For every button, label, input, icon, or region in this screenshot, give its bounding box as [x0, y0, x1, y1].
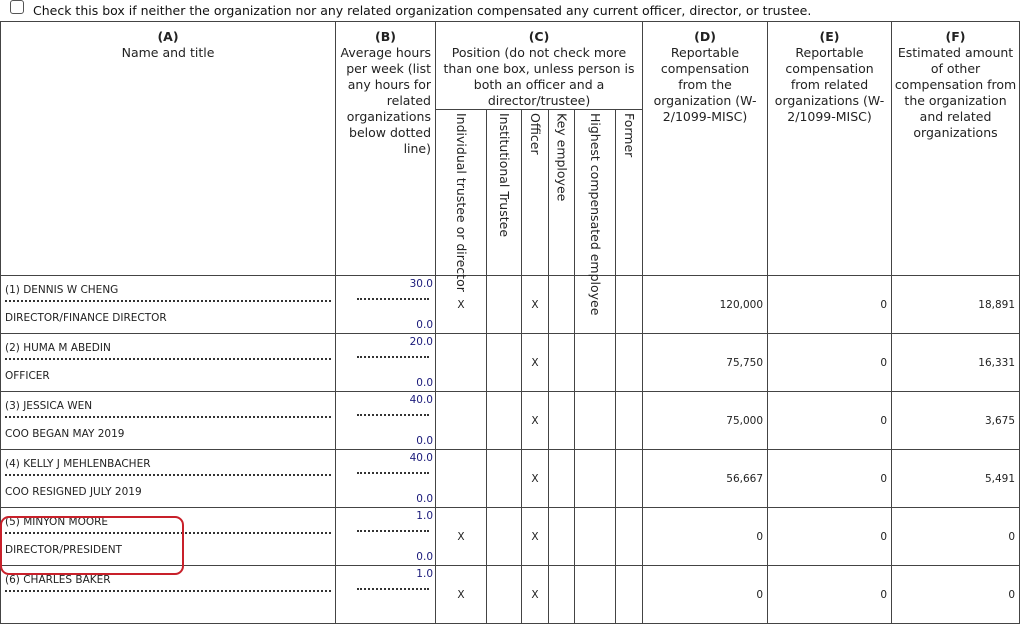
header-f: (F) Estimated amount of other compensation from the organization and related organizations — [892, 22, 1020, 276]
position-mark — [575, 276, 616, 334]
comp-other-value: 5,491 — [892, 450, 1020, 508]
position-mark — [616, 508, 643, 566]
position-mark — [487, 450, 522, 508]
comp-related-value: 0 — [768, 450, 892, 508]
comp-org-value: 0 — [643, 508, 768, 566]
person-title: OFFICER — [5, 370, 50, 382]
hours-value: 1.0 — [416, 510, 433, 522]
hours-value: 1.0 — [416, 568, 433, 580]
position-mark: X — [522, 334, 549, 392]
hours-cell — [336, 508, 436, 566]
person-name: (6) CHARLES BAKER — [5, 574, 111, 586]
position-mark — [616, 450, 643, 508]
comp-related-value: 0 — [768, 508, 892, 566]
comp-org-value: 75,750 — [643, 334, 768, 392]
position-mark: X — [522, 508, 549, 566]
position-mark — [616, 392, 643, 450]
person-name: (5) MINYON MOORE — [5, 516, 109, 528]
person-title: COO RESIGNED JULY 2019 — [5, 486, 142, 498]
hours-value: 20.0 — [409, 336, 433, 348]
dotted-line — [5, 358, 331, 360]
pos-highest-compensated: Highest compensated employee — [575, 110, 616, 276]
dotted-line — [5, 590, 331, 592]
position-mark — [616, 334, 643, 392]
person-name: (2) HUMA M ABEDIN — [5, 342, 111, 354]
position-mark — [487, 392, 522, 450]
position-mark: X — [436, 508, 487, 566]
header-b: (B) Average hours per week (list any hours for related organizations below dotted line) — [336, 22, 436, 276]
comp-other-value: 16,331 — [892, 334, 1020, 392]
comp-org-value: 56,667 — [643, 450, 768, 508]
header-row — [1, 22, 1020, 110]
pos-former: Former — [616, 110, 643, 276]
comp-related-value: 0 — [768, 276, 892, 334]
position-mark — [549, 276, 575, 334]
position-mark — [549, 508, 575, 566]
comp-org-value: 0 — [643, 566, 768, 624]
comp-related-value: 0 — [768, 566, 892, 624]
position-mark — [549, 392, 575, 450]
no-compensation-line — [0, 0, 1024, 22]
dotted-line — [357, 472, 429, 474]
position-mark — [549, 450, 575, 508]
comp-other-value: 18,891 — [892, 276, 1020, 334]
dotted-line — [357, 530, 429, 532]
position-mark — [575, 334, 616, 392]
table-row — [1, 334, 1020, 392]
hours-value: 40.0 — [409, 452, 433, 464]
position-mark — [575, 392, 616, 450]
pos-individual-trustee: Individual trustee or director — [436, 110, 487, 276]
dotted-line — [357, 356, 429, 358]
name-cell — [1, 450, 336, 508]
position-mark — [487, 566, 522, 624]
table-row — [1, 450, 1020, 508]
hours-related-value: 0.0 — [416, 493, 433, 505]
comp-related-value: 0 — [768, 334, 892, 392]
header-a: (A) Name and title — [1, 22, 336, 276]
position-mark — [575, 450, 616, 508]
person-title: DIRECTOR/FINANCE DIRECTOR — [5, 312, 167, 324]
position-mark — [487, 276, 522, 334]
dotted-line — [357, 588, 429, 590]
dotted-line — [357, 298, 429, 300]
position-mark: X — [522, 392, 549, 450]
position-mark — [436, 392, 487, 450]
position-mark — [575, 566, 616, 624]
comp-org-value: 75,000 — [643, 392, 768, 450]
hours-cell — [336, 566, 436, 624]
hours-value: 30.0 — [409, 278, 433, 290]
hours-cell — [336, 392, 436, 450]
name-cell — [1, 392, 336, 450]
hours-related-value: 0.0 — [416, 319, 433, 331]
position-mark — [436, 334, 487, 392]
hours-cell — [336, 450, 436, 508]
position-mark — [487, 508, 522, 566]
highlight-box — [0, 516, 184, 575]
person-name: (1) DENNIS W CHENG — [5, 284, 119, 296]
comp-other-value: 0 — [892, 508, 1020, 566]
dotted-line — [5, 300, 331, 302]
comp-related-value: 0 — [768, 392, 892, 450]
person-name: (3) JESSICA WEN — [5, 400, 93, 412]
position-mark: X — [522, 450, 549, 508]
position-mark — [487, 334, 522, 392]
position-mark — [575, 508, 616, 566]
header-d: (D) Reportable compensation from the organization (W-2/1099-MISC) — [643, 22, 768, 276]
position-mark: X — [522, 566, 549, 624]
position-mark — [549, 566, 575, 624]
position-mark: X — [436, 276, 487, 334]
comp-other-value: 3,675 — [892, 392, 1020, 450]
position-mark — [616, 566, 643, 624]
hours-related-value: 0.0 — [416, 435, 433, 447]
hours-cell — [336, 334, 436, 392]
hours-related-value: 0.0 — [416, 551, 433, 563]
header-c: (C) Position (do not check more than one box, unless person is both an officer and a director/trustee) — [436, 22, 643, 110]
comp-other-value: 0 — [892, 566, 1020, 624]
position-mark — [549, 334, 575, 392]
comp-org-value: 120,000 — [643, 276, 768, 334]
position-mark: X — [522, 276, 549, 334]
table-row — [1, 276, 1020, 334]
pos-institutional-trustee: Institutional Trustee — [487, 110, 522, 276]
hours-related-value: 0.0 — [416, 377, 433, 389]
position-mark — [616, 276, 643, 334]
pos-key-employee: Key employee — [549, 110, 575, 276]
dotted-line — [5, 474, 331, 476]
pos-officer: Officer — [522, 110, 549, 276]
person-title: DIRECTOR/PRESIDENT — [5, 544, 122, 556]
position-mark: X — [436, 566, 487, 624]
name-cell — [1, 334, 336, 392]
hours-value: 40.0 — [409, 394, 433, 406]
name-cell — [1, 276, 336, 334]
hours-cell — [336, 276, 436, 334]
table-row — [1, 392, 1020, 450]
position-mark — [436, 450, 487, 508]
person-name: (4) KELLY J MEHLENBACHER — [5, 458, 151, 470]
dotted-line — [5, 416, 331, 418]
no-compensation-label: Check this box if neither the organization nor any related organization compensated any current officer, director, or trustee. — [33, 3, 812, 18]
dotted-line — [357, 414, 429, 416]
no-compensation-checkbox[interactable] — [10, 0, 24, 14]
person-title: COO BEGAN MAY 2019 — [5, 428, 125, 440]
header-e: (E) Reportable compensation from related organizations (W-2/1099-MISC) — [768, 22, 892, 276]
